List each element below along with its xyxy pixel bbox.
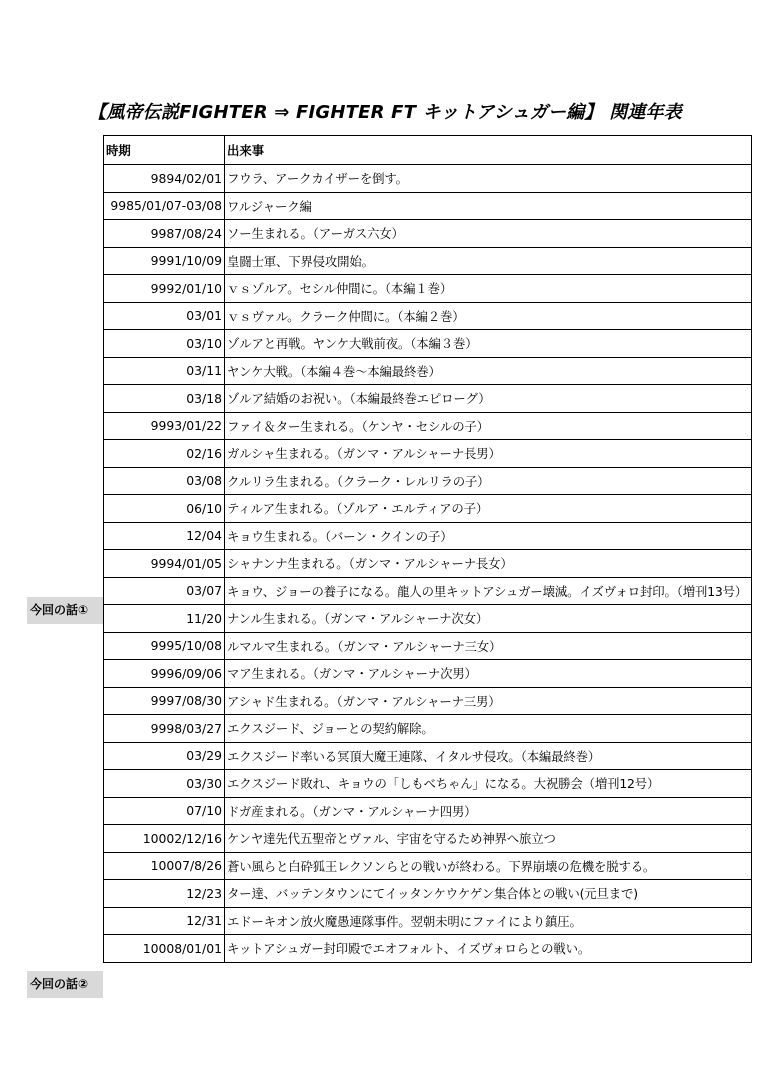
row-event: ファイ＆ター生まれる。（ケンヤ・セシルの子） xyxy=(225,412,752,440)
table-row xyxy=(104,192,752,220)
side-tag-current-story-2: 今回の話② xyxy=(27,971,103,998)
row-event: ｖｓヴァル。クラーク仲間に。（本編２巻） xyxy=(225,302,752,330)
row-date: 03/18 xyxy=(104,385,225,413)
row-event: ゾルア結婚のお祝い。（本編最終巻エピローグ） xyxy=(225,385,752,413)
table-row xyxy=(104,770,752,798)
table-row xyxy=(104,165,752,193)
row-event: ナンル生まれる。（ガンマ・アルシャーナ次女） xyxy=(225,605,752,633)
column-header-date: 時期 xyxy=(104,136,225,165)
table-row xyxy=(104,440,752,468)
row-date: 9997/08/30 xyxy=(104,687,225,715)
row-date: 03/30 xyxy=(104,770,225,798)
side-tag-current-story-1: 今回の話① xyxy=(27,597,103,624)
row-date: 9985/01/07-03/08 xyxy=(104,192,225,220)
row-date: 10007/8/26 xyxy=(104,852,225,880)
chronology-table xyxy=(103,135,752,963)
row-date: 07/10 xyxy=(104,797,225,825)
row-event: キョウ、ジョーの養子になる。龍人の里キットアシュガー壊滅。イズヴォロ封印。（増刊13号） xyxy=(225,577,752,605)
table-row xyxy=(104,302,752,330)
row-date: 9994/01/05 xyxy=(104,550,225,578)
row-event: ソー生まれる。（アーガス六女） xyxy=(225,220,752,248)
row-event: エクスジード、ジョーとの契約解除。 xyxy=(225,715,752,743)
row-date: 12/31 xyxy=(104,907,225,935)
row-date: 9996/09/06 xyxy=(104,660,225,688)
row-event: シャナンナ生まれる。（ガンマ・アルシャーナ長女） xyxy=(225,550,752,578)
row-event: ｖｓゾルア。セシル仲間に。（本編１巻） xyxy=(225,275,752,303)
table-row xyxy=(104,852,752,880)
row-event: クルリラ生まれる。（クラーク・レルリラの子） xyxy=(225,467,752,495)
table-row xyxy=(104,275,752,303)
table-header-row xyxy=(104,136,752,165)
table-row xyxy=(104,660,752,688)
row-event: ゾルアと再戦。ヤンケ大戦前夜。（本編３巻） xyxy=(225,330,752,358)
table-row xyxy=(104,220,752,248)
table-row xyxy=(104,330,752,358)
row-date: 9995/10/08 xyxy=(104,632,225,660)
row-date: 9998/03/27 xyxy=(104,715,225,743)
row-date: 03/08 xyxy=(104,467,225,495)
table-row xyxy=(104,412,752,440)
row-event: マア生まれる。（ガンマ・アルシャーナ次男） xyxy=(225,660,752,688)
column-header-event: 出来事 xyxy=(225,136,752,165)
table-row xyxy=(104,797,752,825)
row-event: ティルア生まれる。（ゾルア・エルティアの子） xyxy=(225,495,752,523)
row-event: ワルジャーク編 xyxy=(225,192,752,220)
row-event: ドガ産まれる。（ガンマ・アルシャーナ四男） xyxy=(225,797,752,825)
table-row xyxy=(104,907,752,935)
table-row xyxy=(104,247,752,275)
row-date: 12/23 xyxy=(104,880,225,908)
table-row xyxy=(104,577,752,605)
row-event: エドーキオン放火魔愚連隊事件。翌朝未明にファイにより鎮圧。 xyxy=(225,907,752,935)
row-date: 9987/08/24 xyxy=(104,220,225,248)
row-event: エクスジード率いる冥頂大魔王連隊、イタルサ侵攻。（本編最終巻） xyxy=(225,742,752,770)
row-event: エクスジード敗れ、キョウの「しもべちゃん」になる。大祝勝会（増刊12号） xyxy=(225,770,752,798)
row-date: 03/07 xyxy=(104,577,225,605)
row-date: 10008/01/01 xyxy=(104,935,225,963)
table-row xyxy=(104,522,752,550)
table-row xyxy=(104,495,752,523)
table-row xyxy=(104,880,752,908)
row-date: 03/01 xyxy=(104,302,225,330)
row-date: 10002/12/16 xyxy=(104,825,225,853)
table-row xyxy=(104,467,752,495)
row-date: 11/20 xyxy=(104,605,225,633)
row-date: 02/16 xyxy=(104,440,225,468)
row-event: 皇闘士軍、下界侵攻開始。 xyxy=(225,247,752,275)
table-row xyxy=(104,715,752,743)
row-event: ルマルマ生まれる。（ガンマ・アルシャーナ三女） xyxy=(225,632,752,660)
row-date: 9993/01/22 xyxy=(104,412,225,440)
row-date: 12/04 xyxy=(104,522,225,550)
row-date: 03/29 xyxy=(104,742,225,770)
table-row xyxy=(104,935,752,963)
row-event: アシャド生まれる。（ガンマ・アルシャーナ三男） xyxy=(225,687,752,715)
row-date: 03/10 xyxy=(104,330,225,358)
table-row xyxy=(104,605,752,633)
table-row xyxy=(104,632,752,660)
row-event: ヤンケ大戦。（本編４巻～本編最終巻） xyxy=(225,357,752,385)
table-row xyxy=(104,687,752,715)
table-row xyxy=(104,742,752,770)
row-date: 9992/01/10 xyxy=(104,275,225,303)
row-date: 9991/10/09 xyxy=(104,247,225,275)
row-date: 9894/02/01 xyxy=(104,165,225,193)
row-date: 06/10 xyxy=(104,495,225,523)
table-row xyxy=(104,357,752,385)
table-row xyxy=(104,550,752,578)
row-event: ガルシャ生まれる。（ガンマ・アルシャーナ長男） xyxy=(225,440,752,468)
table-row xyxy=(104,385,752,413)
row-event: ケンヤ達先代五聖帝とヴァル、宇宙を守るため神界へ旅立つ xyxy=(225,825,752,853)
row-event: 蒼い風らと白砕狐王レクソンらとの戦いが終わる。下界崩壊の危機を脱する。 xyxy=(225,852,752,880)
table-row xyxy=(104,825,752,853)
row-date: 03/11 xyxy=(104,357,225,385)
row-event: キットアシュガー封印殿でエオフォルト、イズヴォロらとの戦い。 xyxy=(225,935,752,963)
row-event: ター達、バッテンタウンにてイッタンケウケゲン集合体との戦い(元旦まで) xyxy=(225,880,752,908)
row-event: フウラ、アークカイザーを倒す。 xyxy=(225,165,752,193)
row-event: キョウ生まれる。（バーン・クインの子） xyxy=(225,522,752,550)
page-title: 【風帝伝説FIGHTER ⇒ FIGHTER FT キットアシュガー編】 関連年表 xyxy=(88,102,682,123)
